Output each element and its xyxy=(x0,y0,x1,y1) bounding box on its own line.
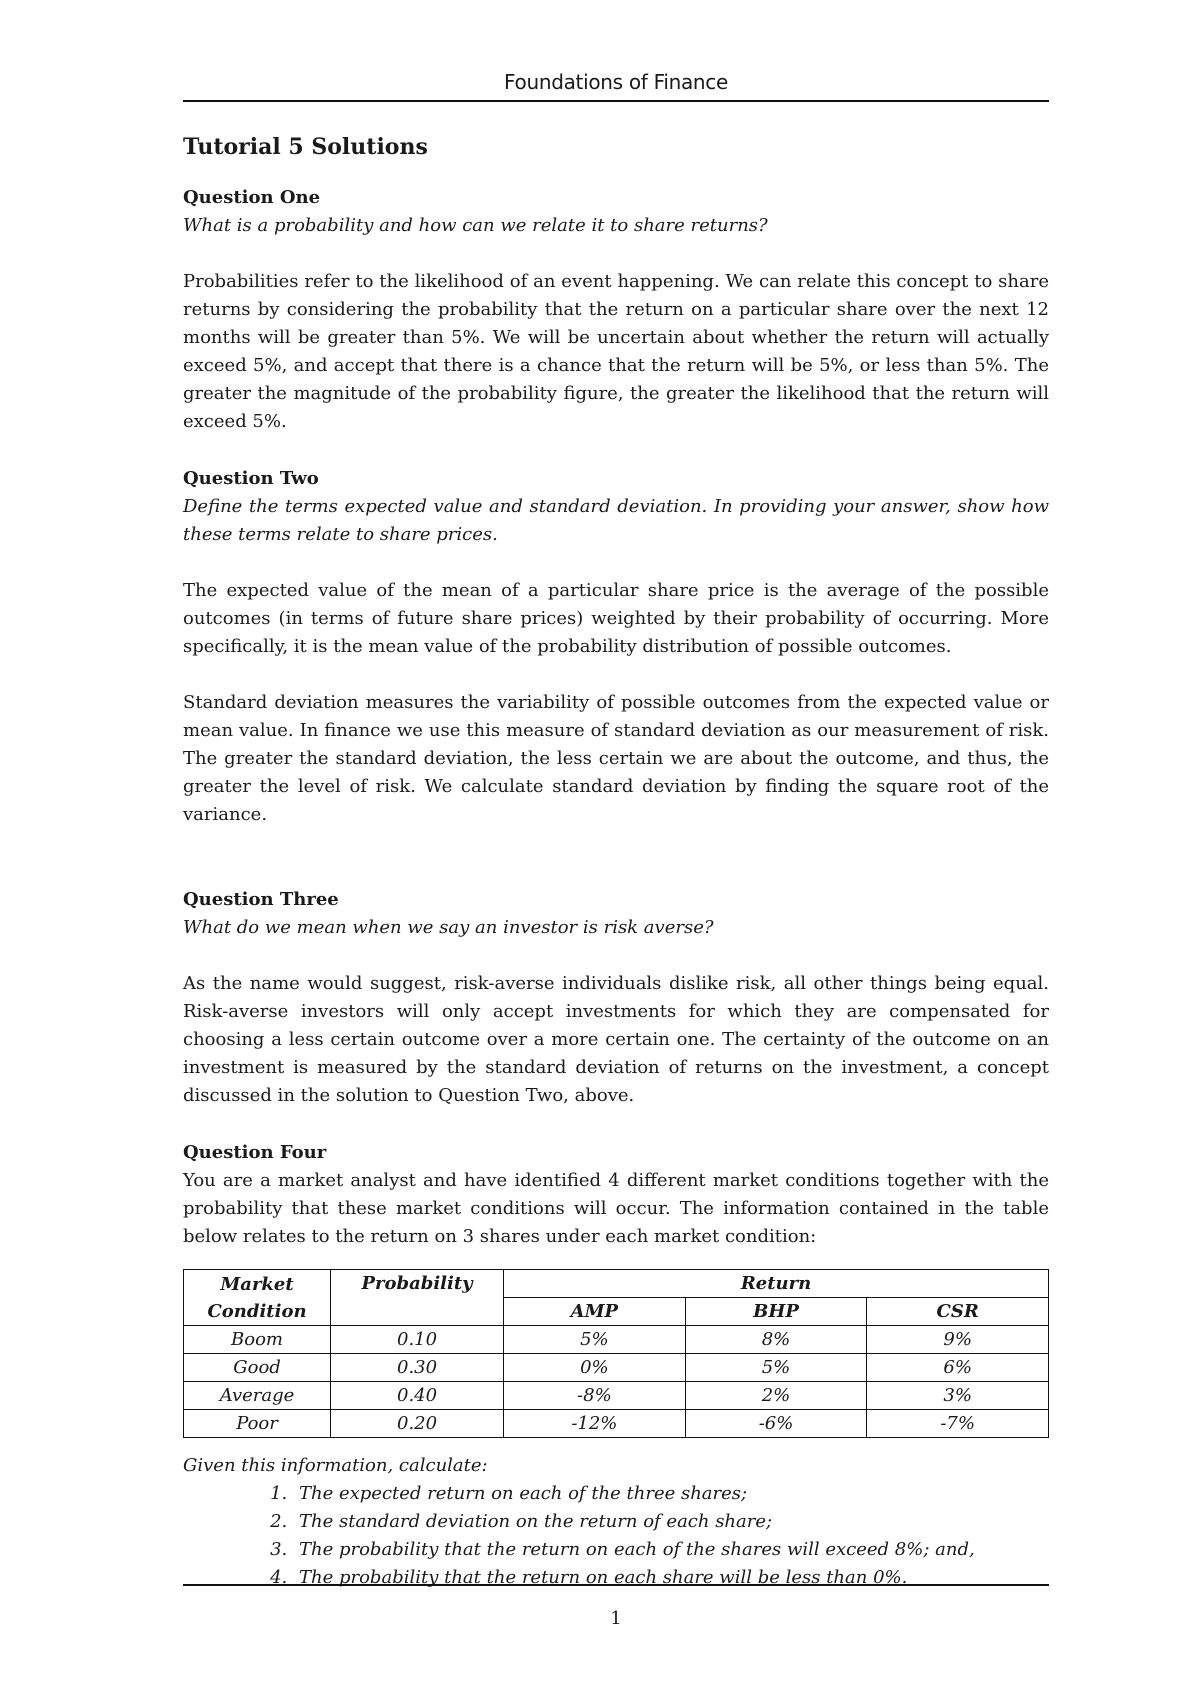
task-list xyxy=(183,1480,1049,1592)
calculate-prompt: Given this information, calculate: xyxy=(183,1455,488,1476)
cell-condition: Average xyxy=(184,1382,331,1410)
cell-bhp-return: 5% xyxy=(685,1354,867,1382)
cell-csr-return: 9% xyxy=(867,1326,1049,1354)
question-two-answer-standard-deviation: Standard deviation measures the variability of possible outcomes from the expected value or mean value. In finance we use this measure of standard deviation as our measurement of risk. The greater the standard deviation, the less certain we are about the outcome, and thus, the greater the level of risk. We calculate standard deviation by finding the square root of the variance. xyxy=(183,692,1049,825)
cell-csr-return: 6% xyxy=(867,1354,1049,1382)
cell-probability: 0.20 xyxy=(331,1410,504,1438)
question-one-answer: Probabilities refer to the likelihood of an event happening. We can relate this concept to share returns by considering the probability that the return on a particular share over the next 12 months will be greater than 5%. We will be uncertain about whether the return will actually exceed 5%, and accept that there is a chance that the return will be 5%, or less than 5%. The greater the magnitude of the probability figure, the greater the likelihood that the return will exceed 5%. xyxy=(183,271,1049,432)
question-two-text: Define the terms expected value and standard deviation. In providing your answer, show how these terms relate to share prices. xyxy=(183,496,1049,545)
cell-bhp-return: 8% xyxy=(685,1326,867,1354)
question-three-answer: As the name would suggest, risk-averse individuals dislike risk, all other things being equal. Risk-averse investors will only accept investments for which they are compensated for choosing a less certain outcome over a more certain one. The certainty of the outcome on an investment is measured by the standard deviation of returns on the investment, a concept discussed in the solution to Question Two, above. xyxy=(183,973,1049,1106)
cell-amp-return: 5% xyxy=(504,1326,686,1354)
cell-csr-return: -7% xyxy=(867,1410,1049,1438)
cell-bhp-return: -6% xyxy=(685,1410,867,1438)
question-one-section xyxy=(183,184,1049,436)
cell-amp-return: -8% xyxy=(504,1382,686,1410)
question-three-section xyxy=(183,886,1049,1110)
question-one-heading: Question One xyxy=(183,187,321,208)
cell-csr-return: 3% xyxy=(867,1382,1049,1410)
table-row xyxy=(184,1410,1049,1438)
question-four-section xyxy=(183,1139,1049,1251)
cell-condition: Boom xyxy=(184,1326,331,1354)
question-three-heading: Question Three xyxy=(183,889,339,910)
list-item: 4. The probability that the return on each share will be less than 0%. xyxy=(293,1564,1049,1592)
running-header: Foundations of Finance xyxy=(504,70,728,94)
table-row xyxy=(184,1326,1049,1354)
header-market-condition-line1: Market xyxy=(220,1273,294,1295)
list-item: 1. The expected return on each of the three shares; xyxy=(293,1480,1049,1508)
cell-condition: Poor xyxy=(184,1410,331,1438)
cell-probability: 0.40 xyxy=(331,1382,504,1410)
question-one-text: What is a probability and how can we relate it to share returns? xyxy=(183,215,768,236)
question-three-text: What do we mean when we say an investor is risk averse? xyxy=(183,917,714,938)
cell-amp-return: -12% xyxy=(504,1410,686,1438)
cell-probability: 0.30 xyxy=(331,1354,504,1382)
header-probability: Probability xyxy=(331,1270,504,1326)
header-market-condition xyxy=(184,1270,331,1326)
cell-bhp-return: 2% xyxy=(685,1382,867,1410)
question-four-tasks xyxy=(183,1452,1049,1592)
question-two-heading: Question Two xyxy=(183,468,319,489)
question-two-answer-expected-value: The expected value of the mean of a particular share price is the average of the possible outcomes (in terms of future share prices) weighted by their probability of occurring. More specifically, it is the mean value of the probability distribution of possible outcomes. xyxy=(183,580,1049,657)
list-item: 3. The probability that the return on each of the shares will exceed 8%; and, xyxy=(293,1536,1049,1564)
table-row xyxy=(184,1354,1049,1382)
header-rule xyxy=(183,100,1049,102)
table-row xyxy=(184,1382,1049,1410)
question-four-intro: You are a market analyst and have identified 4 different market conditions together with the probability that these market conditions will occur. The information contained in the table below relates to the return on 3 shares under each market condition: xyxy=(183,1170,1049,1247)
footer-rule xyxy=(183,1584,1049,1586)
header-share-amp: AMP xyxy=(504,1298,686,1326)
header-share-bhp: BHP xyxy=(685,1298,867,1326)
cell-condition: Good xyxy=(184,1354,331,1382)
header-market-condition-line2: Condition xyxy=(207,1300,307,1322)
header-return: Return xyxy=(504,1270,1049,1298)
market-returns-table xyxy=(183,1269,1049,1438)
header-share-csr: CSR xyxy=(867,1298,1049,1326)
question-four-heading: Question Four xyxy=(183,1142,327,1163)
page-title: Tutorial 5 Solutions xyxy=(183,134,428,160)
page-number: 1 xyxy=(610,1608,622,1629)
cell-amp-return: 0% xyxy=(504,1354,686,1382)
list-item: 2. The standard deviation on the return of each share; xyxy=(293,1508,1049,1536)
question-two-section xyxy=(183,465,1049,829)
cell-probability: 0.10 xyxy=(331,1326,504,1354)
